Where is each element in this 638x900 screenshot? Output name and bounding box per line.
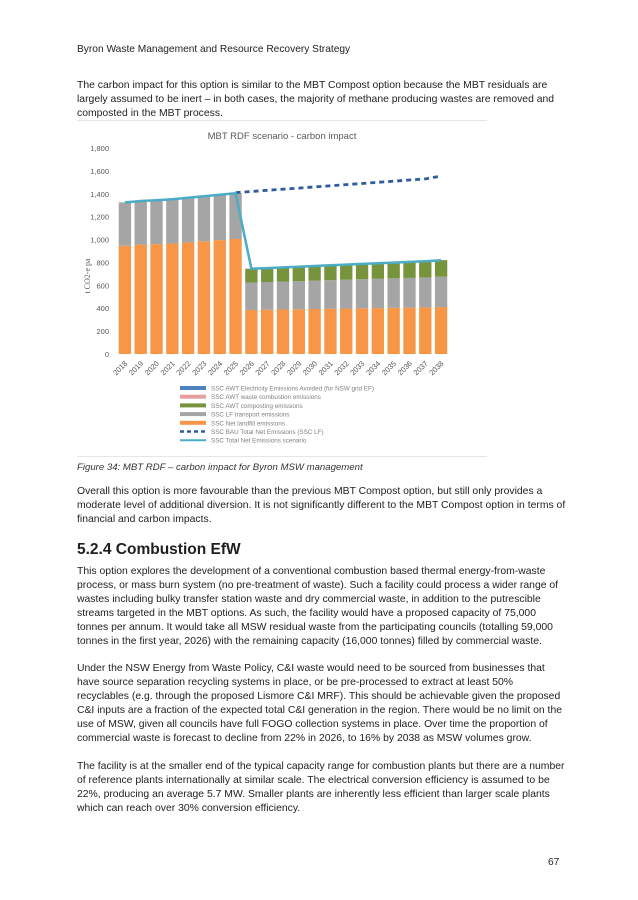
y-tick-label: 0 bbox=[104, 350, 109, 359]
y-tick-label: 200 bbox=[96, 327, 109, 337]
y-tick-label: 1,600 bbox=[90, 166, 109, 176]
bar-landfill-2034 bbox=[372, 308, 384, 354]
bar-landfill-2024 bbox=[214, 240, 226, 354]
y-tick-label: 600 bbox=[96, 281, 109, 291]
figure-bottom-rule bbox=[77, 456, 487, 457]
bar-landfill-2037 bbox=[419, 307, 431, 354]
bar-landfill-2035 bbox=[388, 308, 400, 354]
bar-transport-2021 bbox=[166, 199, 178, 243]
bar-transport-2038 bbox=[435, 277, 447, 307]
y-tick-label: 800 bbox=[96, 258, 109, 268]
carbon-impact-chart bbox=[77, 124, 487, 456]
bar-landfill-2030 bbox=[308, 309, 320, 354]
x-tick-label: 2033 bbox=[348, 359, 367, 378]
x-tick-label: 2024 bbox=[206, 359, 225, 378]
body-paragraph-2: Under the NSW Energy from Waste Policy, C&I waste would need to be sourced from businesses that have source separation recycling systems in place, or be pre-processed to extract at least 50% recyclables (e.g. through the proposed Lismore C&I MRF). This should be achievable given the proposed C&I inputs are a fraction of the expected total C&I generation in the region. There would be no limit on the use of MSW, given all councils have full FOGO collection systems in place. Over time the proportion of commercial waste is forecast to decline from 22% in 2026, to 16% by 2038 as MSW volumes grow. bbox=[77, 663, 562, 744]
running-header: Byron Waste Management and Resource Recovery Strategy bbox=[77, 44, 351, 55]
bar-composting-2033 bbox=[356, 264, 368, 279]
bar-composting-2031 bbox=[324, 265, 336, 280]
y-tick-label: 1,400 bbox=[90, 189, 109, 199]
bar-transport-2027 bbox=[261, 282, 273, 310]
x-tick-label: 2032 bbox=[332, 359, 351, 378]
y-tick-label: 400 bbox=[96, 304, 109, 314]
bar-landfill-2031 bbox=[324, 309, 336, 354]
bar-landfill-2026 bbox=[245, 310, 257, 354]
bar-composting-2037 bbox=[419, 261, 431, 277]
legend-label: SSC BAU Total Net Emissions (SSC LF) bbox=[211, 429, 324, 436]
legend-swatch bbox=[180, 412, 206, 416]
bar-landfill-2020 bbox=[150, 244, 162, 354]
x-tick-label: 2019 bbox=[126, 359, 146, 378]
bar-landfill-2029 bbox=[293, 309, 305, 354]
body-paragraph-1: This option explores the development of a conventional combustion based thermal energy-from-waste process, or mass burn system (no pre-treatment of waste). Such a facility could process a wider range of wastes including bulky transfer station waste and dry commercial waste, in addition to the putrescible streams targeted in the MBT options. As such, the facility would have a proposed capacity of 75,000 tonnes per annum. It would take all MSW residual waste from the participating councils (totalling 59,000 tonnes in the first year, 2026) with the remaining capacity (16,000 tonnes) filled by commercial waste. bbox=[77, 566, 559, 647]
x-tick-label: 2038 bbox=[427, 359, 446, 378]
bar-composting-2032 bbox=[340, 265, 352, 280]
bar-composting-2029 bbox=[293, 267, 305, 281]
x-tick-label: 2020 bbox=[142, 359, 161, 378]
legend-label: SSC Net landfill emissions bbox=[211, 420, 285, 428]
page-number: 67 bbox=[548, 857, 560, 868]
bar-transport-2031 bbox=[324, 280, 336, 309]
bar-composting-2028 bbox=[277, 267, 289, 281]
legend-swatch bbox=[180, 395, 206, 399]
bar-transport-2023 bbox=[198, 196, 210, 241]
x-tick-label: 2026 bbox=[237, 359, 256, 378]
x-tick-label: 2030 bbox=[300, 359, 320, 378]
x-tick-label: 2022 bbox=[174, 359, 193, 378]
chart-title: MBT RDF scenario - carbon impact bbox=[207, 131, 357, 142]
x-tick-label: 2023 bbox=[190, 359, 209, 378]
y-tick-label: 1,000 bbox=[90, 235, 109, 245]
bar-landfill-2023 bbox=[198, 241, 210, 354]
x-tick-label: 2018 bbox=[111, 359, 130, 378]
legend-label: SSC AWT composting emissions bbox=[211, 402, 303, 410]
bar-landfill-2025 bbox=[229, 239, 241, 354]
bar-transport-2034 bbox=[372, 279, 384, 308]
y-tick-label: 1,200 bbox=[90, 212, 109, 222]
bar-transport-2036 bbox=[403, 278, 415, 308]
bar-landfill-2021 bbox=[166, 244, 178, 354]
section-heading: 5.2.4 Combustion EfW bbox=[77, 541, 241, 558]
legend-label: SSC LF transport emissions bbox=[211, 411, 290, 419]
y-axis-label: t CO2-e pa bbox=[83, 258, 92, 294]
bar-landfill-2019 bbox=[135, 245, 147, 354]
legend-swatch bbox=[180, 386, 206, 390]
x-tick-label: 2021 bbox=[158, 359, 177, 378]
bar-transport-2037 bbox=[419, 277, 431, 307]
bar-composting-2035 bbox=[388, 263, 400, 279]
bar-composting-2036 bbox=[403, 262, 415, 278]
x-tick-label: 2034 bbox=[364, 359, 383, 378]
bar-landfill-2036 bbox=[403, 308, 415, 354]
x-tick-label: 2028 bbox=[269, 359, 288, 378]
bar-composting-2034 bbox=[372, 263, 384, 279]
body-paragraph-3: The facility is at the smaller end of the typical capacity range for combustion plants but there are a number of reference plants internationally at similar scale. The electrical conversion efficiency is assumed to be 22%, producing an average 5.7 MW. Smaller plants are inherently less efficient than larger scale plants which can reach over 30% conversion efficiency. bbox=[77, 761, 565, 814]
legend-label: SSC AWT Electricity Emissions Avoided (for NSW grid EF) bbox=[211, 385, 374, 393]
bar-transport-2033 bbox=[356, 279, 368, 308]
bar-landfill-2028 bbox=[277, 309, 289, 354]
bar-transport-2032 bbox=[340, 280, 352, 309]
bar-composting-2038 bbox=[435, 260, 447, 277]
x-tick-label: 2025 bbox=[221, 359, 241, 378]
bar-landfill-2032 bbox=[340, 309, 352, 354]
figure-top-rule bbox=[77, 120, 487, 121]
y-tick-label: 1,800 bbox=[90, 144, 109, 153]
x-tick-label: 2037 bbox=[411, 359, 430, 378]
bar-transport-2035 bbox=[388, 278, 400, 308]
legend-swatch bbox=[180, 403, 206, 407]
bar-composting-2026 bbox=[245, 269, 257, 283]
intro-paragraph: The carbon impact for this option is similar to the MBT Compost option because the MBT residuals are largely assumed to be inert – in both cases, the majority of methane producing wastes are removed and composted in the MBT process. bbox=[77, 80, 555, 119]
bar-landfill-2018 bbox=[119, 246, 131, 354]
bar-transport-2022 bbox=[182, 198, 194, 243]
line-bau_line bbox=[236, 176, 442, 193]
figure-caption: Figure 34: MBT RDF – carbon impact for Byron MSW management bbox=[77, 462, 363, 473]
bar-landfill-2033 bbox=[356, 308, 368, 354]
bar-transport-2018 bbox=[119, 202, 131, 245]
bar-transport-2019 bbox=[135, 201, 147, 245]
bar-composting-2030 bbox=[308, 266, 320, 281]
bar-landfill-2022 bbox=[182, 242, 194, 354]
bar-landfill-2038 bbox=[435, 307, 447, 354]
summary-paragraph: Overall this option is more favourable than the previous MBT Compost option, but still only provides a moderate level of additional diversion. It is not significantly different to the MBT Compost option in terms of financial and carbon impacts. bbox=[77, 486, 566, 525]
x-tick-label: 2027 bbox=[253, 359, 272, 378]
bar-composting-2027 bbox=[261, 268, 273, 282]
legend-swatch bbox=[180, 421, 206, 425]
bar-transport-2026 bbox=[245, 282, 257, 309]
x-tick-label: 2035 bbox=[379, 359, 399, 378]
legend-label: SSC AWT waste combustion emissions bbox=[211, 394, 321, 402]
bar-transport-2024 bbox=[214, 195, 226, 240]
legend-label: SSC Total Net Emissions scenario bbox=[211, 437, 307, 445]
bar-transport-2028 bbox=[277, 282, 289, 310]
bar-transport-2029 bbox=[293, 281, 305, 309]
x-tick-label: 2031 bbox=[316, 359, 335, 378]
x-tick-label: 2036 bbox=[395, 359, 414, 378]
bar-transport-2030 bbox=[308, 281, 320, 309]
x-tick-label: 2029 bbox=[285, 359, 304, 378]
bar-landfill-2027 bbox=[261, 310, 273, 354]
bar-transport-2020 bbox=[150, 200, 162, 244]
